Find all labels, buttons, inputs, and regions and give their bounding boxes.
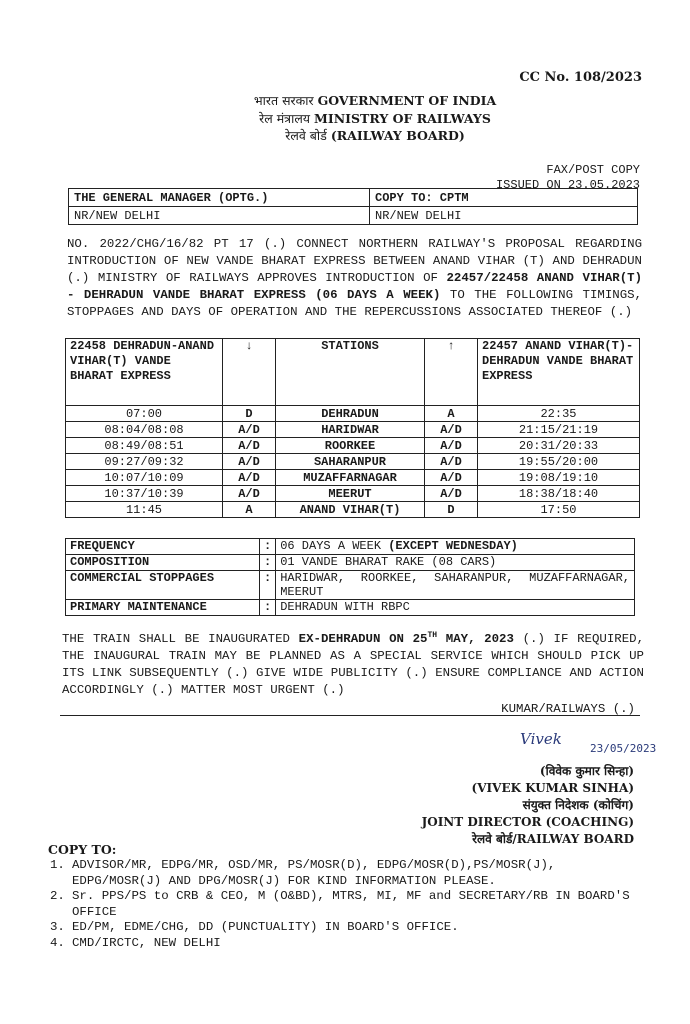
address-table [68,188,638,225]
list-item: 4. CMD/IRCTC, NEW DELHI [50,935,221,950]
paragraph-inauguration: THE TRAIN SHALL BE INAUGURATED EX-DEHRADUN ON 25TH MAY, 2023 (.) IF REQUIRED, THE INAUGURAL TRAIN MAY BE PLANNED AS A SPECIAL SERVICE WHICH SHOULD PICK UP ITS LINK SUBSEQUENTLY (.) GIVE WIDE PUBLICITY (.) ENSURE COMPLIANCE AND ACTION ACCORDINGLY (.) MATTER MOST URGENT (.) [62,631,645,698]
header-line-board: रेलवे बोर्ड (RAILWAY BOARD) [285,128,465,143]
fax-label: FAX/POST COPY [546,163,640,177]
stoppages-label: COMMERCIAL STOPPAGES [66,571,260,600]
copy-to-title: COPY TO: [48,842,117,857]
signer-name: (VIVEK KUMAR SINHA) [471,781,634,795]
issued-date: ISSUED ON 23.05.2023 [495,178,640,192]
signer-title: JOINT DIRECTOR (COACHING) [421,815,634,829]
frequency-value: 06 DAYS A WEEK (EXCEPT WEDNESDAY) [276,539,635,555]
addressee-place: NR/NEW DELHI [69,207,370,225]
operation-details-table [65,538,635,616]
copy-to-place: NR/NEW DELHI [370,207,638,225]
handwritten-signature: Vivek [520,730,562,748]
list-item: 2. Sr. PPS/PS to CRB & CEO, M (O&BD), MTRS, MI, MF and SECRETARY/RB IN BOARD'S OFFICE [50,889,630,919]
table-row: 08:49/08:51 A/D ROORKEE A/D 20:31/20:33 [66,438,640,454]
up-arrow-icon: ↑ [425,339,478,406]
table-row: 09:27/09:32 A/D SAHARANPUR A/D 19:55/20:00 [66,454,640,470]
table-row: 07:00 D DEHRADUN A 22:35 [66,406,640,422]
table-row: 08:04/08:08 A/D HARIDWAR A/D 21:15/21:19 [66,422,640,438]
signer-name-hindi: (विवेक कुमार सिन्हा) [539,764,634,778]
table-row: 10:37/10:39 A/D MEERUT A/D 18:38/18:40 [66,486,640,502]
down-train-header: 22458 DEHRADUN-ANAND VIHAR(T) VANDE BHARAT EXPRESS [66,339,223,406]
divider [60,715,640,716]
cc-number: CC No. 108/2023 [519,70,642,85]
handwritten-date: 23/05/2023 [590,742,657,755]
maintenance-label: PRIMARY MAINTENANCE [66,600,260,616]
list-item: 3. ED/PM, EDME/CHG, DD (PUNCTUALITY) IN BOARD'S OFFICE. [50,920,459,934]
copy-to-label: COPY TO: CPTM [370,189,638,207]
down-arrow-icon: ↓ [223,339,276,406]
signer-office: रेलवे बोर्ड/RAILWAY BOARD [472,832,634,846]
addressee-label: THE GENERAL MANAGER (OPTG.) [69,189,370,207]
closing-line: KUMAR/RAILWAYS (.) [501,702,635,716]
maintenance-value: DEHRADUN WITH RBPC [276,600,635,616]
composition-label: COMPOSITION [66,555,260,571]
header-line-ministry: रेल मंत्रालय MINISTRY OF RAILWAYS [259,111,491,126]
table-row: PRIMARY MAINTENANCE : DEHRADUN WITH RBPC [66,600,635,616]
list-item: 1. ADVISOR/MR, EDPG/MR, OSD/MR, PS/MOSR(D), EDPG/MOSR(D),PS/MOSR(J), EDPG/MOSR(J) AND DPG/MOSR(J) FOR KIND INFORMATION PLEASE. [50,858,556,888]
schedule-table [65,338,640,518]
stations-header: STATIONS [276,339,425,406]
stoppages-value: HARIDWAR, ROORKEE, SAHARANPUR, MUZAFFARNAGAR, MEERUT [276,571,635,600]
up-train-header: 22457 ANAND VIHAR(T)-DEHRADUN VANDE BHARAT EXPRESS [478,339,640,406]
paragraph-introduction: NO. 2022/CHG/16/82 PT 17 (.) CONNECT NORTHERN RAILWAY'S PROPOSAL REGARDING INTRODUCTION OF NEW VANDE BHARAT EXPRESS BETWEEN ANAND VIHAR (T) AND DEHRADUN (.) MINISTRY OF RAILWAYS APPROVES INTRODUCTION OF 22457/22458 ANAND VIHAR(T) - DEHRADUN VANDE BHARAT EXPRESS (06 DAYS A WEEK) TO THE FOLLOWING TIMINGS, STOPPAGES AND DAYS OF OPERATION AND THE REPERCUSSIONS ASSOCIATED THEREOF (.) [67,237,643,319]
table-row: 10:07/10:09 A/D MUZAFFARNAGAR A/D 19:08/19:10 [66,470,640,486]
table-row: 11:45 A ANAND VIHAR(T) D 17:50 [66,502,640,518]
schedule-header-row [66,339,640,406]
signer-title-hindi: संयुक्त निदेशक (कोचिंग) [522,798,634,812]
table-row: FREQUENCY : 06 DAYS A WEEK (EXCEPT WEDNESDAY) [66,539,635,555]
table-row: COMPOSITION : 01 VANDE BHARAT RAKE (08 CARS) [66,555,635,571]
table-row: COMMERCIAL STOPPAGES : HARIDWAR, ROORKEE, SAHARANPUR, MUZAFFARNAGAR, MEERUT [66,571,635,600]
copy-to-list [50,858,650,951]
header-line-government: भारत सरकार GOVERNMENT OF INDIA [253,93,497,108]
frequency-label: FREQUENCY [66,539,260,555]
signature-block [422,763,634,848]
composition-value: 01 VANDE BHARAT RAKE (08 CARS) [276,555,635,571]
